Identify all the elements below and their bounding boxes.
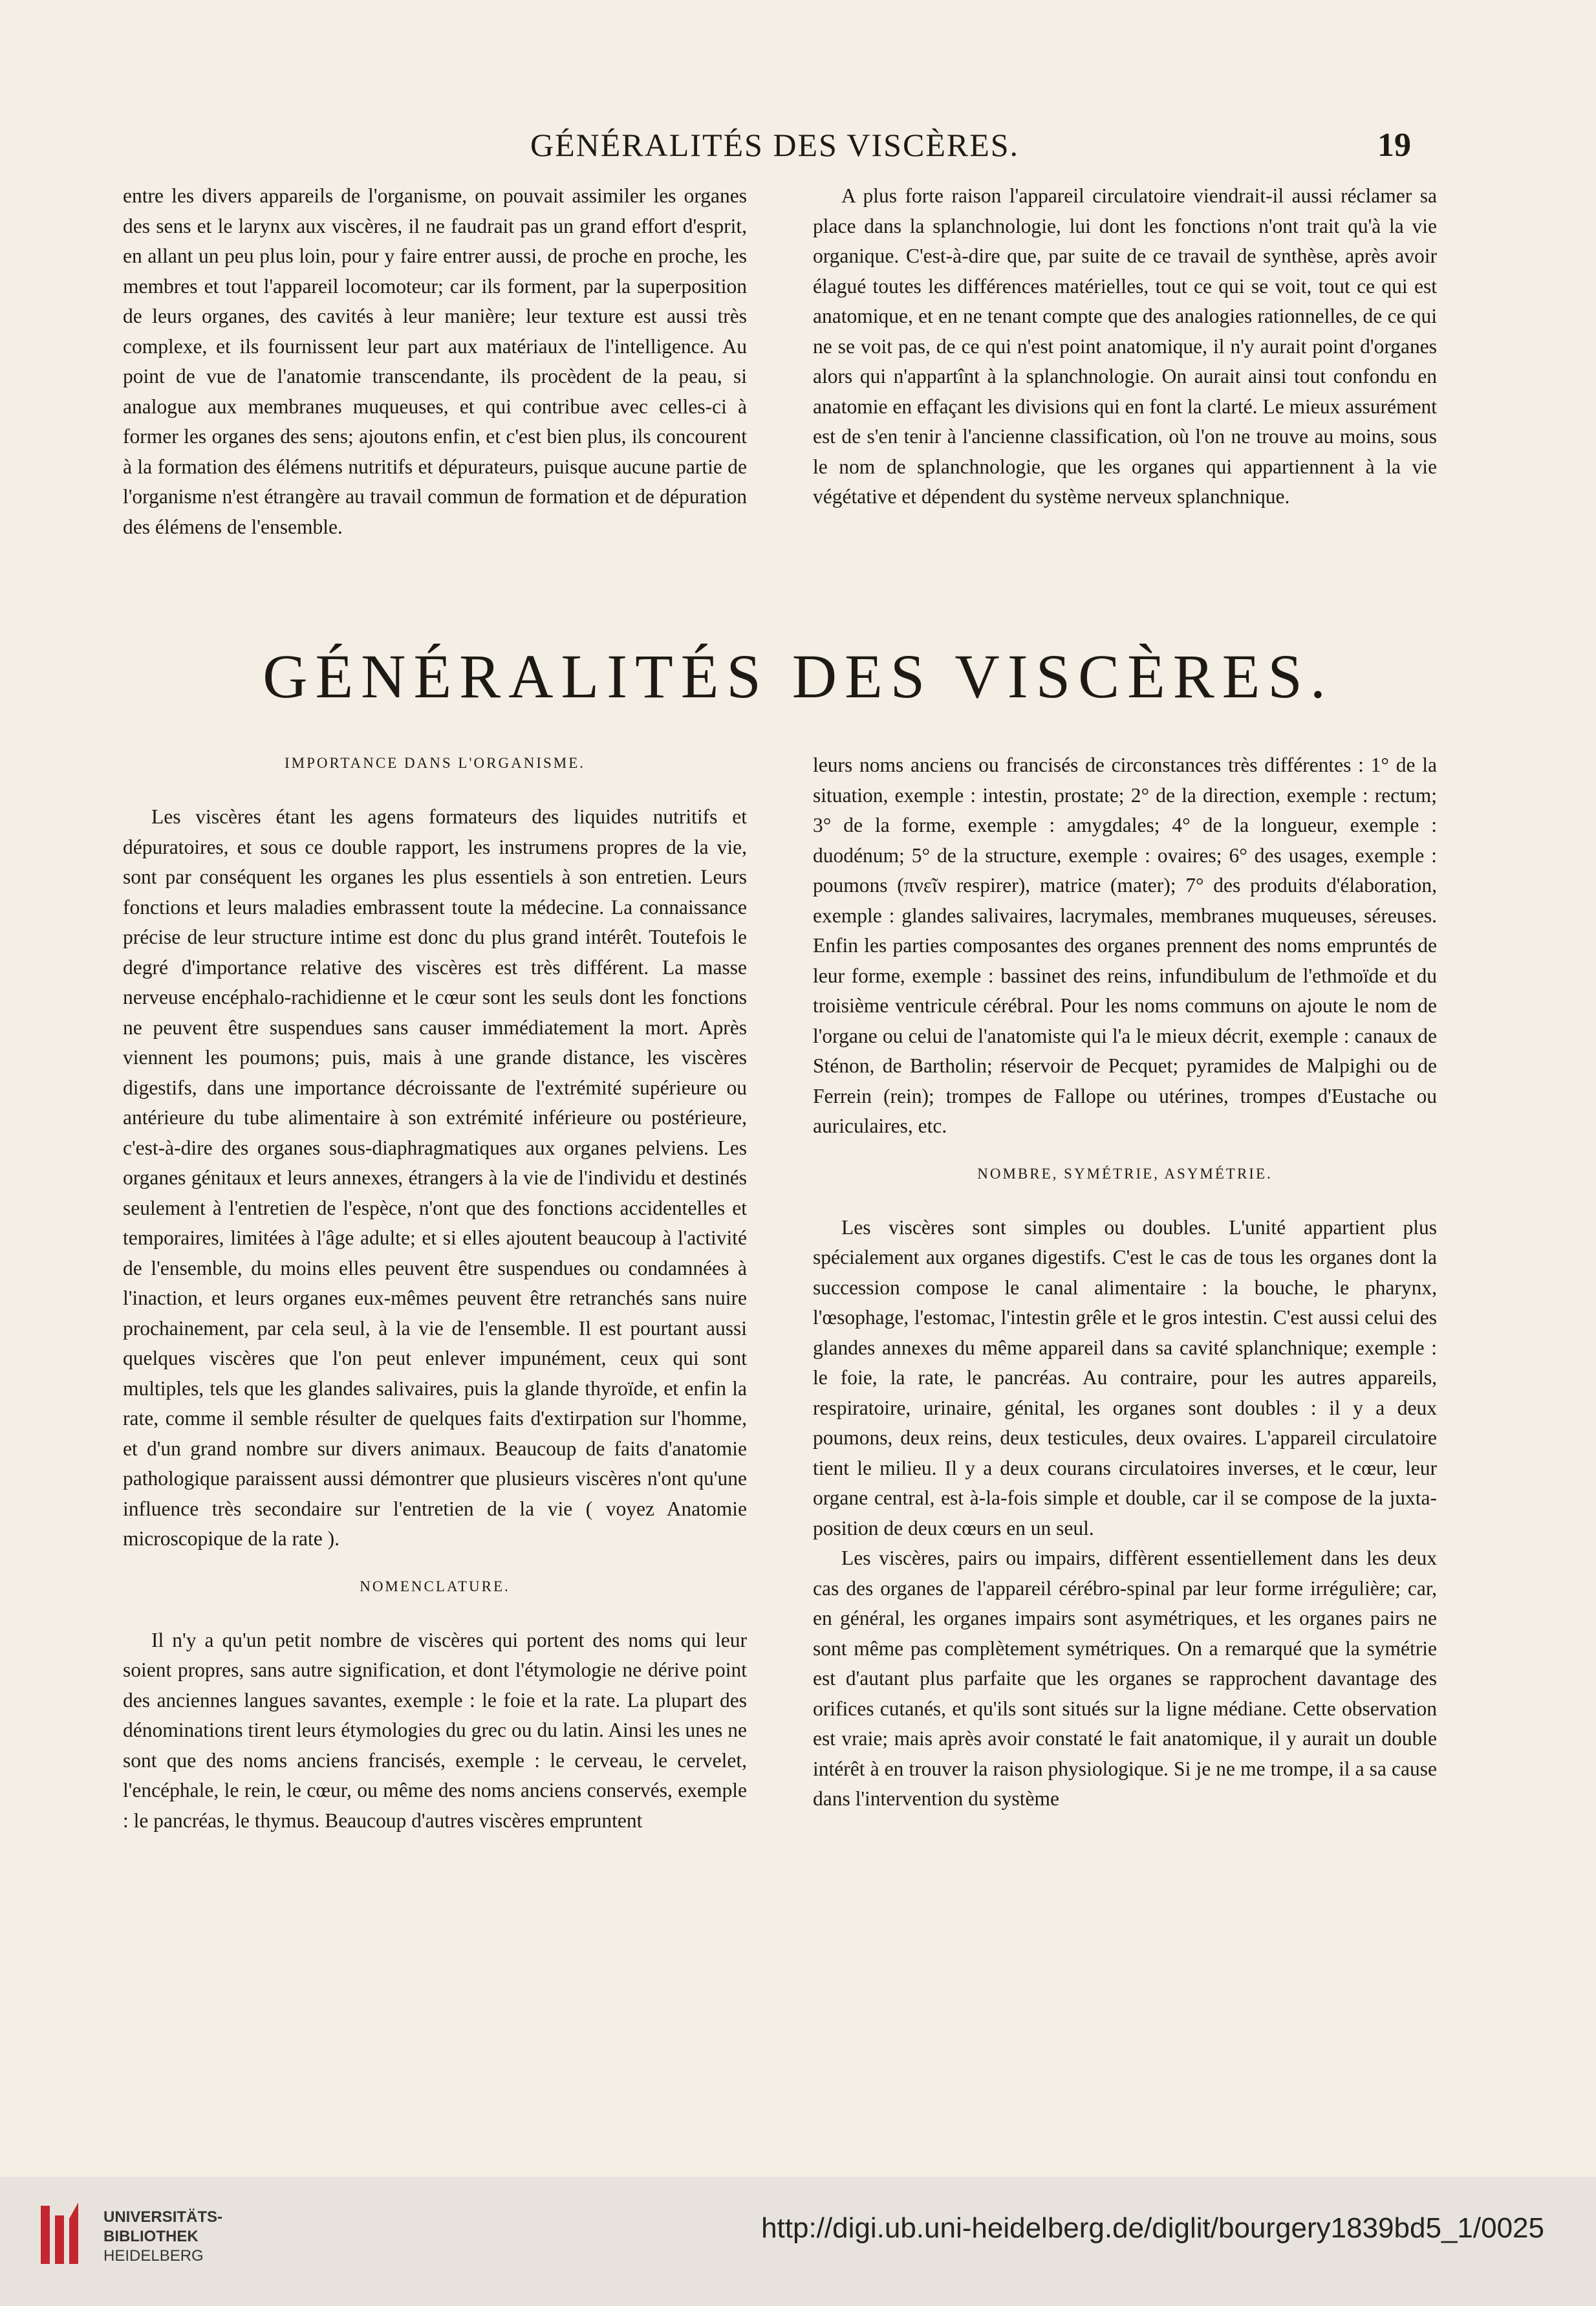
paragraph: Les viscères sont simples ou doubles. L'unité appartient plus spécialement aux organes digestifs. C'est le cas de tous les organes dont la succession compose le canal alimentaire : la bouche, le pharynx, l'œsophage, l'estomac, l'intestin grêle et le gros intestin. C'est aussi celui des glandes annexes du même appareil dans sa cavité splanchnique; exemple : le foie, la rate, le pancréas. Au contraire, pour les autres appareils, respiratoire, urinaire, génital, les organes sont doubles : il y a deux poumons, deux reins, deux testicules, deux ovaires. L'appareil circulatoire tient le milieu. Il y a deux courans circulatoires inverses, et le cœur, leur organe central, est à-la-fois simple et double, car il se compose de la juxta-position de deux cœurs en un seul. — [813, 1215, 1437, 1539]
subheading-nombre: NOMBRE, SYMÉTRIE, ASYMÉTRIE. — [977, 1165, 1273, 1182]
page-number: 19 — [1377, 127, 1411, 164]
top-left-column — [123, 181, 747, 542]
footer-bar — [0, 2177, 1596, 2306]
bottom-left-column — [123, 750, 747, 1836]
library-logo-icon — [36, 2199, 87, 2270]
source-url[interactable]: http://digi.ub.uni-heidelberg.de/diglit/bourgery1839bd5_1/0025 — [761, 2212, 1544, 2244]
subheading-nomenclature: NOMENCLATURE. — [360, 1578, 510, 1594]
bottom-right-column — [813, 750, 1437, 1814]
paragraph: Il n'y a qu'un petit nombre de viscères qui portent des noms qui leur soient propres, sans autre signification, et dont l'étymologie ne dérive point des anciennes langues savantes, exemple : le foie et la rate. La plupart des dénominations tirent leurs étymologies du grec ou du latin. Ainsi les unes ne sont que des noms anciens francisés, exemple : le cerveau, le cervelet, l'encéphale, le rein, le cœur, ou même des noms anciens conservés, exemple : le pancréas, le thymus. Beaucoup d'autres viscères empruntent — [123, 1628, 747, 1832]
section-title: GÉNÉRALITÉS DES VISCÈRES. — [263, 642, 1333, 711]
paragraph: Les viscères étant les agens formateurs des liquides nutritifs et dépuratoires, et sous ce double rapport, les instrumens propres de la vie, sont par conséquent les organes les plus essentiels à son entretien. Leurs fonctions et leurs maladies embrassent toute la médecine. La connaissance précise de leur structure intime est donc du plus grand intérêt. Toutefois le degré d'importance relative des viscères est très différent. La masse nerveuse encéphalo-rachidienne et le cœur sont les seuls dont les fonctions ne peuvent être suspendues sans causer immédiatement la mort. Après viennent les poumons; puis, mais à une grande distance, les viscères digestifs, dans une importance décroissante de l'extrémité supérieure ou antérieure du tube alimentaire à son extrémité inférieure ou postérieure, c'est-à-dire des organes sous-diaphragmatiques aux organes pelviens. Les organes génitaux et leurs annexes, étrangers à la vie de l'individu et destinés seulement à l'entretien de l'espèce, n'ont que des fonctions accidentelles et temporaires, limitées à l'âge adulte; et si elles ajoutent beaucoup à l'activité de l'ensemble, du moins elles peuvent être suspendues ou condamnées à l'inaction, et leurs organes eux-mêmes peuvent être retranchés sans nuire prochainement, par cela seul, à la vie de l'ensemble. Il est pourtant aussi quelques viscères que l'on peut enlever impunément, ceux qui sont multiples, tels que les glandes salivaires, puis la glande thyroïde, et enfin la rate, comme il semble résulter de quelques faits d'extirpation sur l'homme, et d'un grand nombre sur divers animaux. Beaucoup de faits d'anatomie pathologique paraissent aussi démontrer que plusieurs viscères n'ont qu'une influence très secondaire sur l'entretien de la vie ( voyez Anatomie microscopique de la rate ). — [123, 805, 747, 1550]
running-head — [0, 126, 1596, 171]
paragraph: A plus forte raison l'appareil circulatoire viendrait-il aussi réclamer sa place dans la splanchnologie, lui dont les fonctions n'ont trait qu'à la vie organique. C'est-à-dire que, par suite de ce travail de synthèse, après avoir élagué toutes les différences matérielles, tout ce qui se voit, tout ce qui est anatomique, et en ne tenant compte que des analogies rationnelles, de ce qui ne se voit pas, de ce qui n'est point anatomique, il n'y aurait point d'organes alors qui n'appartînt à la splanchnologie. On aurait ainsi tout confondu en anatomie en effaçant les divisions qui en font la clarté. Le mieux assurément est de s'en tenir à l'ancienne classification, où l'on ne trouve au moins, sous le nom de splanchnologie, que les organes qui appartiennent à la vie végétative et dépendent du système nerveux splanchnique. — [813, 184, 1437, 508]
top-right-column — [813, 181, 1437, 512]
paragraph: leurs noms anciens ou francisés de circonstances très différentes : 1° de la situation, exemple : intestin, prostate; 2° de la direction, exemple : rectum; 3° de la forme, exemple : amygdales; 4° de la longueur, exemple : duodénum; 5° de la structure, exemple : ovaires; 6° des usages, exemple : poumons (πνεῖν respirer), matrice (mater); 7° des produits d'élaboration, exemple : glandes salivaires, lacrymales, membranes muqueuses, séreuses. Enfin les parties composantes des organes prennent des noms empruntés de leur forme, exemple : bassinet des reins, infundibulum de l'ethmoïde et du troisième ventricule cérébral. Pour les noms communs on ajoute le nom de l'organe ou celui de l'anatomiste qui l'a le mieux décrit, exemple : canaux de Sténon, de Bartholin; réservoir de Pecquet; pyramides de Malpighi ou de Ferrein (rein); trompes de Fallope ou utérines, trompes d'Eustache ou auriculaires, etc. — [813, 754, 1437, 1137]
paragraph: entre les divers appareils de l'organisme, on pouvait assimiler les organes des sens et le larynx aux viscères, il ne faudrait pas un grand effort d'esprit, en allant un peu plus loin, pour y faire entrer aussi, de proche en proche, les membres et tout l'appareil locomoteur; car ils forment, par la superposition de leurs organes, des cavités à leur manière; leur texture est aussi très complexe, et ils fournissent leur part aux matériaux de l'intelligence. Au point de vue de l'anatomie transcendante, ils procèdent de la peau, si analogue aux membranes muqueuses, et qui contribue avec celles-ci à former les organes des sens; ajoutons enfin, et c'est bien plus, ils concourent à la formation des élémens nutritifs et dépurateurs, puisque aucune partie de l'organisme n'est étrangère au travail commun de formation et de dépuration des élémens de l'ensemble. — [123, 184, 747, 538]
running-title: GÉNÉRALITÉS DES VISCÈRES. — [530, 127, 1020, 163]
library-name: UNIVERSITÄTS- BIBLIOTHEK HEIDELBERG — [103, 2208, 223, 2265]
subheading-importance: IMPORTANCE DANS L'ORGANISME. — [284, 755, 586, 771]
paragraph: Les viscères, pairs ou impairs, diffèrent essentiellement dans les deux cas des organes de l'appareil cérébro-spinal par leur forme irrégulière; car, en général, les organes impairs sont asymétriques, et les organes pairs ne sont même pas complètement symétriques. On a remarqué que la symétrie est d'autant plus parfaite que les organes se rapprochent davantage des orifices cutanés, et qu'ils sont situés sur la ligne médiane. Cette observation est vraie; mais après avoir constaté le fait anatomique, il y aurait un double intérêt à en trouver la raison physiologique. Si je ne me trompe, il a sa cause dans l'intervention du système — [813, 1547, 1437, 1810]
